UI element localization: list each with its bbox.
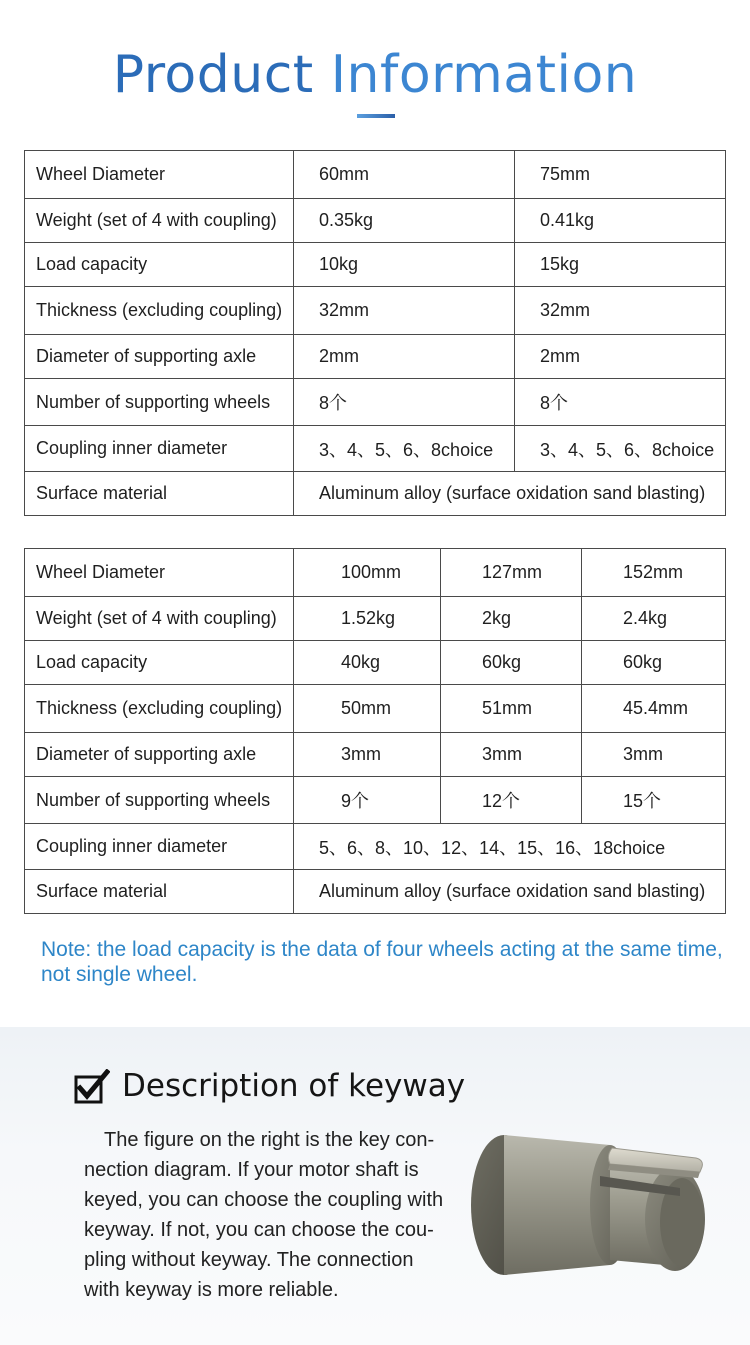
row-label: Load capacity [25, 641, 294, 685]
table-row [25, 151, 726, 199]
row-label: Number of supporting wheels [25, 379, 294, 426]
cell-value: 50mm [294, 685, 441, 733]
cell-value: 60kg [582, 641, 726, 685]
cell-value: 32mm [294, 287, 515, 335]
cell-value: 127mm [441, 549, 582, 597]
cell-value: 45.4mm [582, 685, 726, 733]
table-row [25, 641, 726, 685]
description-line: nection diagram. If your motor shaft is [84, 1159, 419, 1181]
cell-value: 3、4、5、6、8choice [294, 426, 515, 472]
cell-value: 15个 [582, 777, 726, 824]
cell-value: 8个 [294, 379, 515, 426]
cell-value: 60kg [441, 641, 582, 685]
table-row [25, 597, 726, 641]
cell-value-merged: Aluminum alloy (surface oxidation sand blasting) [294, 870, 726, 914]
description-line: with keyway is more reliable. [84, 1279, 339, 1301]
table-row [25, 379, 726, 426]
cell-value: 60mm [294, 151, 515, 199]
cell-value: 3mm [294, 733, 441, 777]
cell-value: 2kg [441, 597, 582, 641]
page-title [0, 42, 750, 108]
cell-value: 75mm [515, 151, 726, 199]
description-line: pling without keyway. The connection [84, 1249, 414, 1271]
spec-table-large-wheels [24, 548, 726, 914]
cell-value: 51mm [441, 685, 582, 733]
keyway-description [84, 1125, 456, 1305]
row-label: Load capacity [25, 243, 294, 287]
cell-value: 0.35kg [294, 199, 515, 243]
table-row [25, 824, 726, 870]
cell-value: 32mm [515, 287, 726, 335]
row-label: Diameter of supporting axle [25, 733, 294, 777]
table-row [25, 199, 726, 243]
row-label: Thickness (excluding coupling) [25, 685, 294, 733]
cell-value: 100mm [294, 549, 441, 597]
row-label: Wheel Diameter [25, 549, 294, 597]
table-row [25, 685, 726, 733]
keyway-title: Description of keyway [122, 1068, 466, 1104]
row-label: Coupling inner diameter [25, 426, 294, 472]
row-label: Thickness (excluding coupling) [25, 287, 294, 335]
row-label: Number of supporting wheels [25, 777, 294, 824]
title-part-1: Product [112, 45, 331, 105]
cell-value: 152mm [582, 549, 726, 597]
description-line: keyway. If not, you can choose the cou- [84, 1219, 434, 1241]
checkbox-checked-icon [74, 1069, 108, 1103]
table-row [25, 870, 726, 914]
cell-value-merged: 5、6、8、10、12、14、15、16、18choice [294, 824, 726, 870]
cell-value: 8个 [515, 379, 726, 426]
table-row [25, 472, 726, 516]
row-label: Wheel Diameter [25, 151, 294, 199]
table-row [25, 426, 726, 472]
cell-value: 2mm [515, 335, 726, 379]
cell-value: 10kg [294, 243, 515, 287]
description-line: The figure on the right is the key con- [104, 1129, 435, 1151]
table-row [25, 777, 726, 824]
table-row [25, 549, 726, 597]
table-row [25, 243, 726, 287]
table-row [25, 287, 726, 335]
cell-value: 2mm [294, 335, 515, 379]
cell-value: 12个 [441, 777, 582, 824]
cell-value: 1.52kg [294, 597, 441, 641]
table-row [25, 733, 726, 777]
load-capacity-note: Note: the load capacity is the data of four wheels acting at the same time, not single wheel. [41, 938, 723, 986]
cell-value: 9个 [294, 777, 441, 824]
title-underline [357, 114, 395, 118]
row-label: Weight (set of 4 with coupling) [25, 199, 294, 243]
row-label: Surface material [25, 870, 294, 914]
spec-table-small-wheels [24, 150, 726, 516]
keyed-shaft-illustration [460, 1130, 710, 1280]
cell-value: 0.41kg [515, 199, 726, 243]
cell-value: 40kg [294, 641, 441, 685]
cell-value: 15kg [515, 243, 726, 287]
row-label: Surface material [25, 472, 294, 516]
cell-value: 3mm [582, 733, 726, 777]
row-label: Coupling inner diameter [25, 824, 294, 870]
table-row [25, 335, 726, 379]
cell-value: 3mm [441, 733, 582, 777]
row-label: Diameter of supporting axle [25, 335, 294, 379]
keyway-heading [74, 1064, 465, 1108]
cell-value-merged: Aluminum alloy (surface oxidation sand blasting) [294, 472, 726, 516]
cell-value: 3、4、5、6、8choice [515, 426, 726, 472]
row-label: Weight (set of 4 with coupling) [25, 597, 294, 641]
description-line: keyed, you can choose the coupling with [84, 1189, 444, 1211]
title-part-2: Information [330, 45, 638, 105]
cell-value: 2.4kg [582, 597, 726, 641]
